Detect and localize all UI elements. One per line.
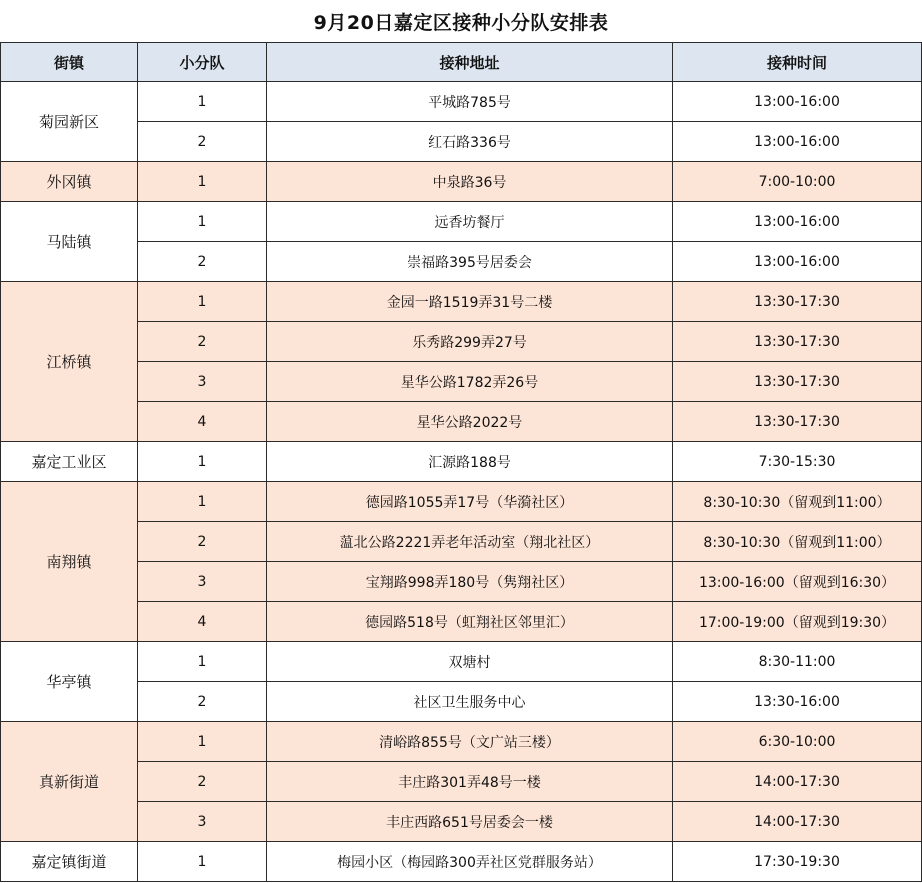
town-cell: 真新街道 (1, 722, 138, 842)
team-cell: 1 (138, 82, 267, 122)
header-time: 接种时间 (673, 43, 922, 82)
time-cell: 13:30-17:30 (673, 282, 922, 322)
address-cell: 乐秀路299弄27号 (267, 322, 673, 362)
address-cell: 汇源路188号 (267, 442, 673, 482)
table-row (1, 682, 922, 722)
address-cell: 中泉路36号 (267, 162, 673, 202)
time-cell: 8:30-10:30（留观到11:00） (673, 482, 922, 522)
team-cell: 2 (138, 762, 267, 802)
address-cell: 梅园小区（梅园路300弄社区党群服务站） (267, 842, 673, 882)
table-row (1, 842, 922, 882)
town-cell: 嘉定工业区 (1, 442, 138, 482)
table-row (1, 522, 922, 562)
team-cell: 1 (138, 722, 267, 762)
address-cell: 金园一路1519弄31号二楼 (267, 282, 673, 322)
team-cell: 3 (138, 362, 267, 402)
table-row (1, 482, 922, 522)
schedule-table (0, 42, 922, 882)
time-cell: 17:30-19:30 (673, 842, 922, 882)
time-cell: 13:00-16:00 (673, 82, 922, 122)
team-cell: 3 (138, 562, 267, 602)
address-cell: 红石路336号 (267, 122, 673, 162)
time-cell: 13:00-16:00 (673, 242, 922, 282)
time-cell: 13:30-17:30 (673, 362, 922, 402)
address-cell: 德园路1055弄17号（华漪社区） (267, 482, 673, 522)
team-cell: 1 (138, 442, 267, 482)
table-row (1, 282, 922, 322)
team-cell: 1 (138, 282, 267, 322)
time-cell: 8:30-11:00 (673, 642, 922, 682)
table-row (1, 762, 922, 802)
address-cell: 星华公路1782弄26号 (267, 362, 673, 402)
time-cell: 14:00-17:30 (673, 802, 922, 842)
team-cell: 4 (138, 602, 267, 642)
team-cell: 1 (138, 162, 267, 202)
town-cell: 菊园新区 (1, 82, 138, 162)
address-cell: 远香坊餐厅 (267, 202, 673, 242)
table-row (1, 242, 922, 282)
team-cell: 1 (138, 642, 267, 682)
header-town: 街镇 (1, 43, 138, 82)
table-row (1, 642, 922, 682)
team-cell: 4 (138, 402, 267, 442)
time-cell: 17:00-19:00（留观到19:30） (673, 602, 922, 642)
header-address: 接种地址 (267, 43, 673, 82)
table-row (1, 322, 922, 362)
time-cell: 7:00-10:00 (673, 162, 922, 202)
table-row (1, 722, 922, 762)
team-cell: 2 (138, 522, 267, 562)
address-cell: 清峪路855号（文广站三楼） (267, 722, 673, 762)
team-cell: 2 (138, 122, 267, 162)
team-cell: 3 (138, 802, 267, 842)
town-cell: 南翔镇 (1, 482, 138, 642)
town-cell: 华亭镇 (1, 642, 138, 722)
table-row (1, 122, 922, 162)
time-cell: 6:30-10:00 (673, 722, 922, 762)
table-row (1, 202, 922, 242)
team-cell: 2 (138, 242, 267, 282)
team-cell: 1 (138, 482, 267, 522)
team-cell: 1 (138, 202, 267, 242)
time-cell: 13:00-16:00 (673, 202, 922, 242)
time-cell: 13:30-17:30 (673, 402, 922, 442)
town-cell: 马陆镇 (1, 202, 138, 282)
header-team: 小分队 (138, 43, 267, 82)
table-row (1, 442, 922, 482)
table-row (1, 402, 922, 442)
table-row (1, 562, 922, 602)
header-row (1, 43, 922, 82)
time-cell: 14:00-17:30 (673, 762, 922, 802)
time-cell: 13:30-16:00 (673, 682, 922, 722)
table-row (1, 362, 922, 402)
table-row (1, 602, 922, 642)
time-cell: 13:00-16:00 (673, 122, 922, 162)
town-cell: 嘉定镇街道 (1, 842, 138, 882)
table-row (1, 82, 922, 122)
town-cell: 外冈镇 (1, 162, 138, 202)
time-cell: 13:30-17:30 (673, 322, 922, 362)
address-cell: 丰庄西路651号居委会一楼 (267, 802, 673, 842)
address-cell: 宝翔路998弄180号（隽翔社区） (267, 562, 673, 602)
address-cell: 社区卫生服务中心 (267, 682, 673, 722)
address-cell: 平城路785号 (267, 82, 673, 122)
team-cell: 1 (138, 842, 267, 882)
table-row (1, 802, 922, 842)
sheet-title: 9月20日嘉定区接种小分队安排表 (313, 11, 609, 34)
time-cell: 8:30-10:30（留观到11:00） (673, 522, 922, 562)
address-cell: 德园路518号（虹翔社区邻里汇） (267, 602, 673, 642)
address-cell: 双塘村 (267, 642, 673, 682)
town-cell: 江桥镇 (1, 282, 138, 442)
time-cell: 7:30-15:30 (673, 442, 922, 482)
time-cell: 13:00-16:00（留观到16:30） (673, 562, 922, 602)
address-cell: 蕰北公路2221弄老年活动室（翔北社区） (267, 522, 673, 562)
team-cell: 2 (138, 682, 267, 722)
table-body (1, 82, 922, 882)
address-cell: 丰庄路301弄48号一楼 (267, 762, 673, 802)
table-row (1, 162, 922, 202)
team-cell: 2 (138, 322, 267, 362)
address-cell: 崇福路395号居委会 (267, 242, 673, 282)
address-cell: 星华公路2022号 (267, 402, 673, 442)
